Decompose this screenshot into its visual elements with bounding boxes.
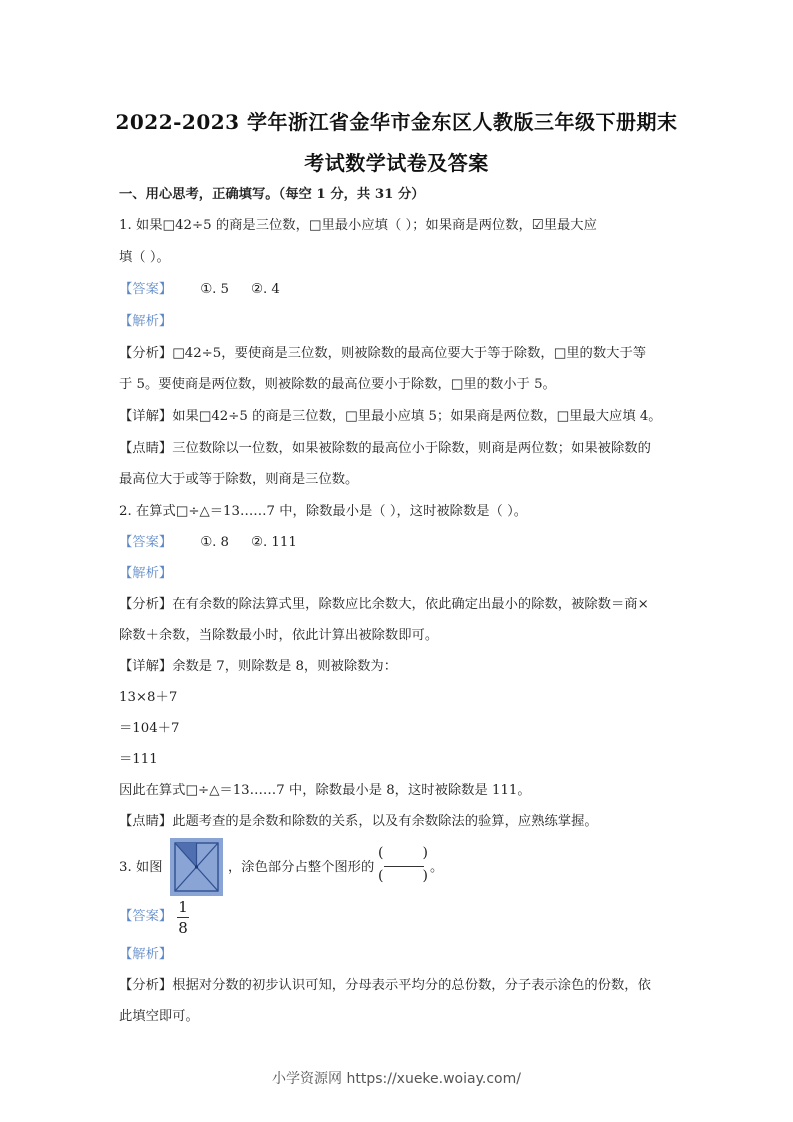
analysis-header: 【解析】: [119, 314, 173, 329]
fenxi-tag: 【分析】: [119, 597, 173, 612]
q1-dianjing-text: 三位数除以一位数，如果被除数的最高位小于除数，则商是两位数；如果被除数的: [172, 441, 651, 456]
q1-dianjing-line1: [119, 440, 679, 458]
q2-fenxi-text: 在有余数的除法算式里，除数应比余数大，依此确定出最小的除数，被除数＝商×: [172, 597, 649, 612]
paren-open: (: [378, 868, 384, 884]
q3-fenxi-line2: 此填空即可。: [119, 1009, 199, 1024]
paren-open: (: [378, 845, 384, 861]
q2-fenxi-line1: [119, 596, 679, 614]
q3-end: 。: [430, 860, 444, 875]
doc-title-line1: 2022-2023 学年浙江省金华市金东区人教版三年级下册期末: [115, 110, 678, 134]
q3-suffix: ，涂色部分占整个图形的: [228, 860, 375, 875]
q1-fenxi-line1: [119, 345, 679, 363]
q2-calc-3: ＝111: [119, 752, 158, 767]
q3-fenxi-line1: [119, 977, 679, 995]
q2-calc-2: ＝104＋7: [119, 721, 180, 736]
answer-tag: 【答案】: [119, 282, 173, 297]
q2-dianjing-text: 此题考查的是余数和除数的关系，以及有余数除法的验算，应熟练掌握。: [172, 814, 598, 829]
square-figure: [170, 838, 223, 896]
q2-answer-1: ①. 8: [200, 535, 230, 550]
divided-square-icon: [170, 838, 223, 896]
q1-fenxi-line2: 于 5。要使商是两位数，则被除数的最高位要小于除数，□里的数小于 5。: [119, 377, 556, 392]
denominator: 8: [178, 919, 188, 937]
q1-answer: [119, 281, 679, 299]
paren-close: ): [422, 845, 428, 861]
q1-xiangjie-text: 如果□42÷5 的商是三位数，□里最小应填 5；如果商是两位数，□里最大应填 4。: [172, 409, 662, 424]
q2-answer: [119, 534, 679, 552]
q1-answer-1: ①. 5: [200, 282, 230, 297]
fenxi-tag: 【分析】: [119, 978, 173, 993]
dianjing-tag: 【点睛】: [119, 814, 173, 829]
answer-tag: 【答案】: [119, 909, 173, 924]
q2-conclusion: 因此在算式□÷△＝13……7 中，除数最小是 8，这时被除数是 111。: [119, 783, 531, 798]
q1-text-line2: 填（ ）。: [119, 250, 170, 265]
q2-answer-2: ②. 111: [251, 535, 297, 550]
q2-xiangjie-text: 余数是 7，则除数是 8，则被除数为：: [172, 659, 398, 674]
q2-calc-1: 13×8＋7: [119, 690, 178, 705]
answer-tag: 【答案】: [119, 535, 173, 550]
q1-fenxi-text: □42÷5，要使商是三位数，则被除数的最高位要大于等于除数，□里的数大于等: [172, 346, 647, 361]
q3-fenxi-text: 根据对分数的初步认识可知，分母表示平均分的总份数，分子表示涂色的份数，依: [172, 978, 651, 993]
doc-title-line2: 考试数学试卷及答案: [304, 151, 489, 175]
q2-text-line1: 2. 在算式□÷△＝13……7 中，除数最小是（ ），这时被除数是（ ）。: [119, 504, 528, 519]
q1-xiangjie: [119, 408, 679, 426]
fenxi-tag: 【分析】: [119, 346, 173, 361]
footer-watermark: 小学资源网 https://xueke.woiay.com/: [272, 1071, 521, 1087]
numerator: 1: [178, 898, 188, 916]
q2-fenxi-line2: 除数＋余数，当除数最小时，依此计算出被除数即可。: [119, 628, 439, 643]
analysis-header: 【解析】: [119, 947, 173, 962]
q1-text-line1: 1. 如果□42÷5 的商是三位数，□里最小应填（ ）；如果商是两位数，☑里最大应: [119, 218, 597, 233]
analysis-header: 【解析】: [119, 566, 173, 581]
xiangjie-tag: 【详解】: [119, 659, 173, 674]
q2-xiangjie: [119, 658, 679, 676]
q3-prefix: 3. 如图: [119, 860, 163, 875]
q1-answer-2: ②. 4: [251, 282, 280, 297]
dianjing-tag: 【点睛】: [119, 441, 173, 456]
fraction-bar: [384, 866, 424, 867]
fraction-blank: [378, 845, 428, 889]
fraction-bar: [177, 917, 189, 918]
q1-dianjing-line2: 最高位大于或等于除数，则商是三位数。: [119, 472, 359, 487]
section-heading: 一、用心思考，正确填写。（每空 1 分，共 31 分）: [119, 187, 425, 202]
xiangjie-tag: 【详解】: [119, 409, 173, 424]
q3-answer-fraction: [175, 898, 191, 938]
q2-dianjing: [119, 813, 679, 831]
paren-close: ): [422, 868, 428, 884]
